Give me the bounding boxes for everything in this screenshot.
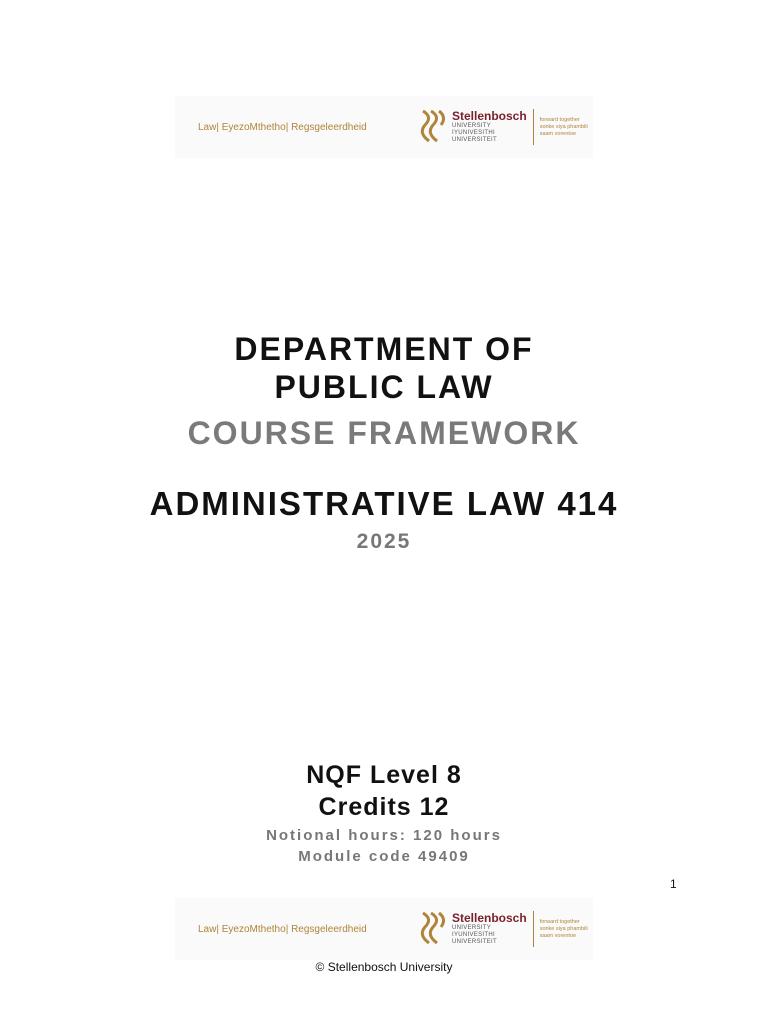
faculty-name: Law| EyezoMthetho| Regsgeleerdheid <box>198 923 367 935</box>
module-year: 2025 <box>356 530 412 553</box>
faculty-afrikaans: Regsgeleerdheid <box>291 121 367 133</box>
header-banner <box>175 96 593 158</box>
module-code: Module code 49409 <box>298 848 470 865</box>
university-crest-icon <box>419 909 447 949</box>
university-crest-icon <box>419 107 447 147</box>
university-wordmark: Stellenbosch UNIVERSITY IYUNIVESITHI UNIVERSITEIT <box>452 911 527 945</box>
university-wordmark: Stellenbosch UNIVERSITY IYUNIVESITHI UNIVERSITEIT <box>452 109 527 143</box>
course-framework-title: COURSE FRAMEWORK <box>187 415 581 451</box>
notional-hours: Notional hours: 120 hours <box>266 827 502 844</box>
nqf-level: NQF Level 8 <box>306 761 462 789</box>
slogan: forward together sonke siya phambili saam vorentoe <box>539 918 588 939</box>
footer-banner <box>175 898 593 960</box>
divider <box>533 911 534 947</box>
department-title: DEPARTMENT OF PUBLIC LAW <box>234 331 534 405</box>
faculty-name: Law| EyezoMthetho| Regsgeleerdheid <box>198 121 367 133</box>
credits: Credits 12 <box>318 793 450 821</box>
divider <box>533 109 534 145</box>
slogan: forward together sonke siya phambili saam vorentoe <box>539 116 588 137</box>
faculty-xhosa: EyezoMthetho <box>221 121 286 133</box>
university-name: Stellenbosch <box>452 109 527 123</box>
faculty-law: Law <box>198 121 217 133</box>
copyright-notice: © Stellenbosch University <box>315 960 453 974</box>
module-name: ADMINISTRATIVE LAW 414 <box>149 485 619 522</box>
page-number: 1 <box>670 877 677 891</box>
